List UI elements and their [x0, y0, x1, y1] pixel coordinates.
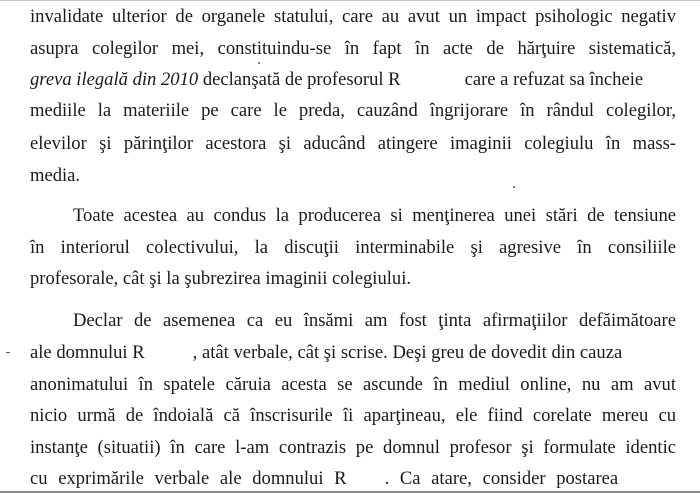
text-line: mediile la materiile pe care le preda, cauzând îngrijorare în rândul colegilor,: [30, 100, 676, 121]
text-span: . Ca atare, consider postarea: [384, 468, 619, 489]
text-line: Toate acestea au condus la producerea si menţinerea unei stări de tensiune: [73, 205, 676, 226]
italic-phrase: greva ilegală din 2010: [30, 69, 199, 90]
text-line: Declar de asemenea ca eu însămi am fost ţinta afirmaţiilor defăimătoare: [73, 310, 676, 331]
scan-speck: [258, 62, 260, 64]
text-line: [30, 468, 676, 490]
text-line: elevilor şi părinţilor acestora şi aducând atingere imaginii colegiulu în mass-: [30, 133, 676, 154]
text-line: asupra colegilor mei, constituindu-se în fapt în acte de hărţuire sistematică,: [30, 38, 676, 59]
text-line: media.: [30, 165, 81, 186]
text-line: [30, 342, 676, 364]
text-span: declanşată de profesorul R: [198, 69, 401, 90]
text-span: cu exprimările verbale ale domnului R: [30, 468, 347, 489]
text-span: , atât verbale, cât şi scrise. Deşi greu de dovedit din cauza: [192, 342, 623, 363]
text-line: instanţe (situatii) în care l-am contrazis pe domnul profesor şi formulate identic: [30, 437, 676, 458]
scan-speck: [513, 186, 515, 188]
text-line: nicio urmă de îndoială că înscrisurile îi aparţineau, ele fiind corelate mereu cu: [30, 405, 676, 426]
text-line: profesorale, cât şi la şubrezirea imaginii colegiului.: [30, 268, 412, 289]
text-line: invalidate ulterior de organele statului, care au avut un impact psihologic negativ: [30, 6, 676, 27]
page-top-edge: [0, 0, 700, 1]
text-line: [30, 69, 676, 91]
scan-speck: [6, 352, 10, 353]
text-line: anonimatului în spatele căruia acesta se ascunde în mediul online, nu am avut: [30, 374, 676, 395]
text-span: ale domnului R: [30, 342, 145, 363]
text-span: care a refuzat sa încheie: [464, 69, 644, 90]
text-line: în interiorul colectivului, la discuţii interminabile şi agresive în consiliile: [30, 237, 676, 258]
